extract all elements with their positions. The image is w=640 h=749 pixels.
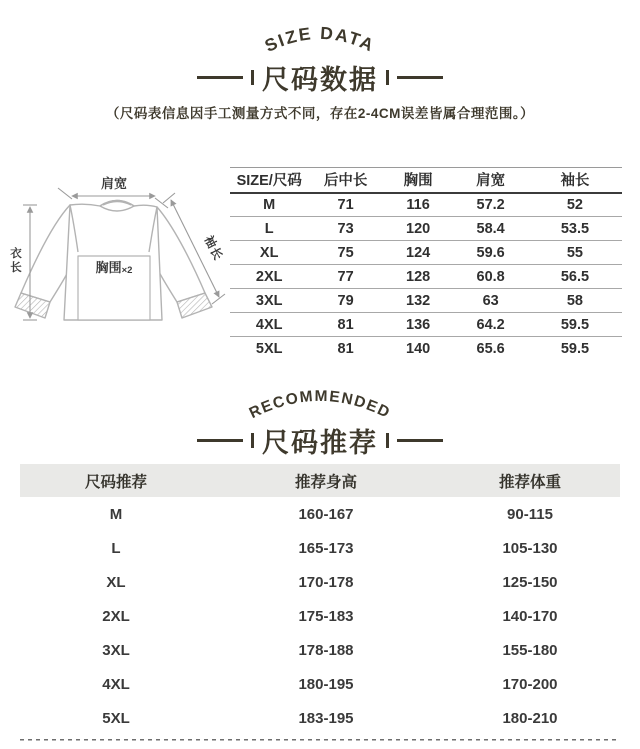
table-cell: 2XL (230, 265, 308, 289)
garment-diagram (8, 146, 236, 348)
bottom-dashed-divider (20, 739, 620, 741)
table-cell: 140 (383, 337, 454, 361)
table-cell: 4XL (102, 675, 130, 693)
table-cell: 140-170 (502, 607, 558, 625)
table-cell: 58.4 (453, 217, 527, 241)
table-cell: 178-188 (298, 641, 354, 659)
measurement-note: （尺码表信息因手工测量方式不同，存在2-4CM误差皆属合理范围。） (105, 106, 535, 121)
table-cell: 56.5 (528, 265, 622, 289)
svg-text:RECOMMENDED (247, 388, 394, 422)
size-table-header-cell: 胸围 (383, 168, 454, 193)
heading-bar-right (386, 433, 389, 448)
table-cell: 180-210 (502, 709, 558, 727)
shoulder-tick-left (58, 188, 72, 199)
table-row (20, 667, 620, 701)
table-cell: 120 (383, 217, 454, 241)
table-cell: XL (230, 241, 308, 265)
table-row (230, 337, 622, 361)
recommend-table-header-cell: 尺码推荐 (20, 464, 212, 497)
table-cell: 116 (406, 196, 430, 213)
table-cell: 79 (308, 289, 382, 313)
table-cell: 3XL (102, 641, 130, 659)
size-table-header-cell: 袖长 (528, 168, 622, 193)
table-cell: 58 (528, 289, 622, 313)
heading-bar-left (251, 433, 254, 448)
table-row (230, 289, 622, 313)
heading-bar-right (386, 70, 389, 85)
recommend-table-header-row (20, 464, 620, 497)
table-cell: 3XL (230, 289, 308, 313)
shoulder-width-label: 肩宽 (100, 176, 128, 191)
table-cell: 73 (308, 217, 382, 241)
table-cell: 105-130 (502, 539, 558, 557)
table-cell: 57.2 (476, 196, 505, 213)
table-row (20, 531, 620, 565)
table-cell: 81 (308, 337, 382, 361)
sleeve-tick-top (163, 193, 175, 203)
table-cell: 124 (383, 241, 454, 265)
table-cell: 63 (453, 289, 527, 313)
size-data-title: 尺码数据 (262, 65, 378, 95)
table-cell: 64.2 (453, 313, 527, 337)
table-row (20, 565, 620, 599)
table-cell: 170-200 (502, 675, 558, 693)
size-table-header-cell: SIZE/尺码 (230, 168, 308, 193)
svg-text:SIZE DATA (262, 23, 379, 56)
table-cell: 59.5 (528, 337, 622, 361)
heading-line-right (397, 439, 443, 442)
heading-bar-left (251, 70, 254, 85)
size-data-arc (247, 15, 393, 62)
table-cell: 180-195 (298, 675, 354, 693)
table-row (230, 241, 622, 265)
heading-line-left (197, 439, 243, 442)
table-cell: 77 (308, 265, 382, 289)
heading-line-left (197, 76, 243, 79)
table-row (20, 497, 620, 531)
table-cell: L (111, 539, 121, 557)
table-cell: 183-195 (298, 709, 354, 727)
size-data-heading (0, 58, 640, 97)
table-cell: 59.6 (453, 241, 527, 265)
recommend-table-header-cell: 推荐身高 (212, 464, 440, 497)
table-cell: 71 (337, 196, 354, 213)
recommend-table-header-cell: 推荐体重 (440, 464, 620, 497)
table-cell: M (109, 505, 123, 523)
recommended-arc (236, 374, 404, 426)
size-data-arc-label: SIZE DATA (261, 22, 379, 56)
table-cell: 52 (566, 196, 583, 213)
table-cell: 75 (308, 241, 382, 265)
table-row (230, 193, 622, 217)
size-table (230, 167, 622, 361)
table-cell: 132 (383, 289, 454, 313)
size-table-header-cell: 肩宽 (453, 168, 527, 193)
table-cell: 5XL (102, 709, 130, 727)
recommend-heading (0, 421, 640, 460)
garment-length-label-char2: 长 (10, 262, 22, 274)
table-row (230, 217, 622, 241)
table-cell: 53.5 (528, 217, 622, 241)
table-cell: 2XL (102, 607, 130, 625)
recommend-table (20, 464, 620, 735)
table-cell: L (230, 217, 308, 241)
table-cell: 165-173 (298, 539, 354, 557)
garment-length-label-char1: 衣 (10, 248, 22, 260)
table-cell: 160-167 (298, 505, 354, 523)
table-cell: 155-180 (502, 641, 558, 659)
table-cell: 136 (383, 313, 454, 337)
table-row (230, 313, 622, 337)
table-cell: 81 (308, 313, 382, 337)
table-cell: 55 (528, 241, 622, 265)
table-cell: M (263, 196, 276, 213)
table-cell: 59.5 (528, 313, 622, 337)
heading-line-right (397, 76, 443, 79)
table-cell: 128 (383, 265, 454, 289)
table-row (20, 701, 620, 735)
table-cell: 5XL (230, 337, 308, 361)
table-cell: 60.8 (453, 265, 527, 289)
table-cell: 125-150 (502, 573, 558, 591)
table-cell: XL (106, 573, 126, 591)
table-row (20, 633, 620, 667)
sleeve-length-label: 袖长 (201, 233, 226, 263)
table-cell: 170-178 (298, 573, 354, 591)
size-table-header-cell: 后中长 (308, 168, 382, 193)
table-cell: 4XL (230, 313, 308, 337)
recommend-title: 尺码推荐 (262, 428, 378, 458)
chest-label: 胸围×2 (95, 260, 133, 276)
table-cell: 90-115 (507, 505, 553, 523)
table-row (230, 265, 622, 289)
size-table-header-row (230, 168, 622, 193)
table-cell: 175-183 (298, 607, 354, 625)
table-row (20, 599, 620, 633)
table-cell: 65.6 (453, 337, 527, 361)
recommended-arc-label: RECOMMENDED (246, 387, 394, 423)
